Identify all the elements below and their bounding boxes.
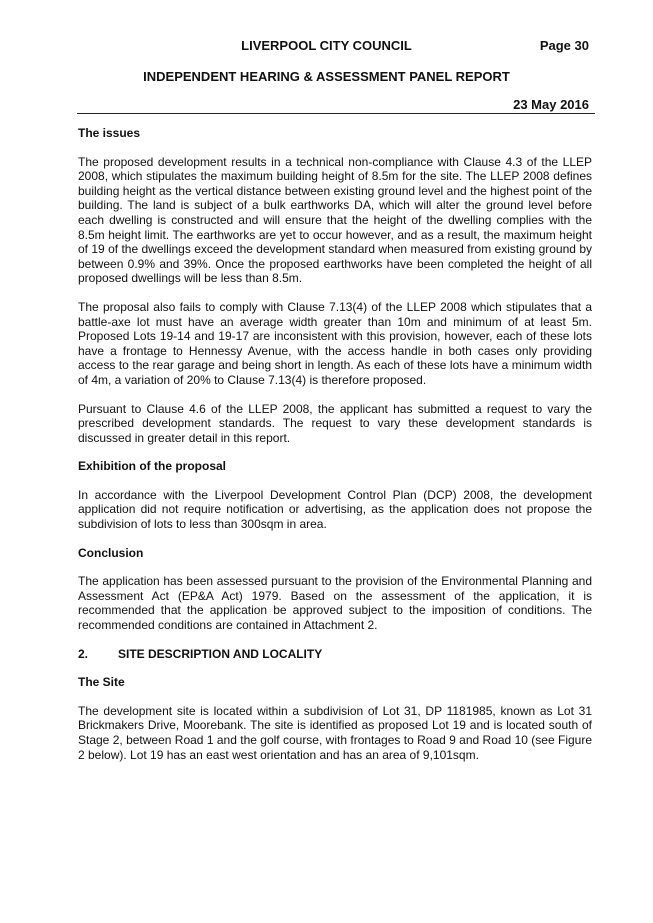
conclusion-heading: Conclusion bbox=[78, 545, 144, 560]
exhibition-heading: Exhibition of the proposal bbox=[78, 459, 226, 474]
issues-paragraph-1: The proposed development results in a technical non-compliance with Clause 4.3 of the LLEP 2008, which stipulates the maximum building height of 8.5m for the site. The LLEP 2008 defines building height as the vertical distance between existing ground level and the highest point of the building. The land is subject of a bulk earthworks DA, which will alter the ground level before each dwelling is constructed and will ensure that the height of the dwelling complies with the 8.5m height limit. The earthworks are yet to occur however, and as a result, the maximum height of 19 of the dwellings exceed the development standard when measured from existing ground by between 0.9% and 39%. Once the proposed earthworks have been completed the height of all proposed dwellings will be less than 8.5m. bbox=[78, 154, 592, 286]
issues-paragraph-3: Pursuant to Clause 4.6 of the LLEP 2008, the applicant has submitted a request to vary the prescribed development standards. The request to vary these development standards is discussed in greater detail in this report. bbox=[78, 401, 592, 445]
council-name: LIVERPOOL CITY COUNCIL bbox=[241, 38, 412, 53]
document-body bbox=[78, 126, 592, 776]
page-number: Page 30 bbox=[539, 38, 589, 53]
site-heading: The Site bbox=[78, 675, 125, 690]
conclusion-paragraph: The application has been assessed pursuant to the provision of the Environmental Planning and Assessment Act (EP&A Act) 1979. Based on the assessment of the application, it is recommended that the application be approved subject to the imposition of conditions. The recommended conditions are contained in Attachment 2. bbox=[78, 574, 592, 633]
section-number: 2. bbox=[78, 646, 89, 661]
site-paragraph: The development site is located within a subdivision of Lot 31, DP 1181985, known as Lot 31 Brickmakers Drive, Moorebank. The site is identified as proposed Lot 19 and is located south of Stage 2, between Road 1 and the golf course, with frontages to Road 9 and Road 10 (see Figure 2 below). Lot 19 has an east west orientation and has an area of 9,101sqm. bbox=[78, 703, 592, 762]
issues-paragraph-2: The proposal also fails to comply with Clause 7.13(4) of the LLEP 2008 which stipulates that a battle-axe lot must have an average width greater than 10m and minimum of at least 5m. Proposed Lots 19-14 and 19-17 are inconsistent with this provision, however, each of these lots have a frontage to Hennessy Avenue, with the access handle in both cases only providing access to the rear garage and being short in length. As each of these lots have a minimum width of 4m, a variation of 20% to Clause 7.13(4) is therefore proposed. bbox=[78, 299, 592, 387]
report-title: INDEPENDENT HEARING & ASSESSMENT PANEL REPORT bbox=[143, 69, 510, 84]
exhibition-paragraph: In accordance with the Liverpool Development Control Plan (DCP) 2008, the development application did not require notification or advertising, as the application does not propose the subdivision of lots to less than 300sqm in area. bbox=[78, 487, 592, 532]
report-date: 23 May 2016 bbox=[513, 97, 589, 112]
header-divider bbox=[77, 113, 595, 114]
section-heading bbox=[78, 647, 592, 662]
section-title: SITE DESCRIPTION AND LOCALITY bbox=[118, 646, 323, 661]
issues-heading: The issues bbox=[78, 126, 141, 140]
